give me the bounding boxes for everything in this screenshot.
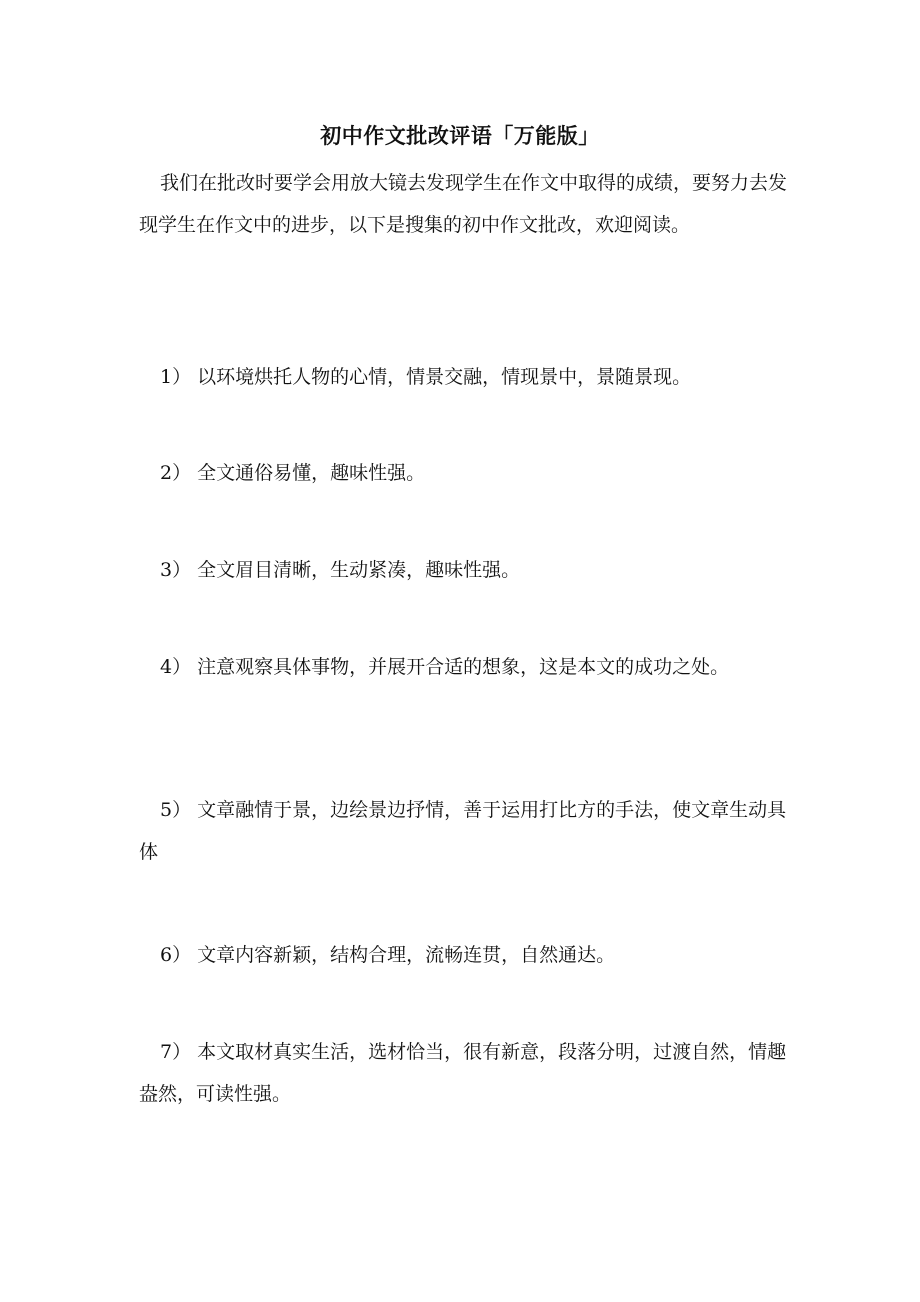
item-text: 全文通俗易懂，趣味性强。 (197, 462, 426, 484)
intro-text: 我们在批改时要学会用放大镜去发现学生在作文中取得的成绩，要努力去发现学生在作文中的进步，以下是搜集的初中作文批改，欢迎阅读。 (139, 172, 788, 236)
document-title: 初中作文批改评语「万能版」 (320, 123, 600, 148)
item-number: 6） (160, 944, 192, 966)
item-text: 以环境烘托人物的心情，情景交融，情现景中，景随景现。 (197, 366, 692, 388)
item-text: 注意观察具体事物，并展开合适的想象，这是本文的成功之处。 (197, 656, 730, 678)
item-number: 4） (160, 656, 192, 678)
comment-item-2 (139, 452, 799, 494)
comment-item-4 (139, 646, 839, 688)
item-text: 本文取材真实生活，选材恰当，很有新意，段落分明，过渡自然，情趣盎然，可读性强。 (139, 1041, 787, 1105)
comment-item-1 (139, 356, 799, 398)
item-text: 文章融情于景，边绘景边抒情，善于运用打比方的手法，使文章生动具体 (139, 799, 787, 863)
item-text: 文章内容新颖，结构合理，流畅连贯，自然通达。 (197, 944, 616, 966)
comment-item-6 (139, 934, 799, 976)
item-text: 全文眉目清晰，生动紧凑，趣味性强。 (197, 559, 521, 581)
comment-item-3 (139, 549, 799, 591)
item-number: 7） (160, 1041, 192, 1063)
item-number: 5） (160, 799, 192, 821)
item-number: 3） (160, 559, 192, 581)
item-number: 1） (160, 366, 192, 388)
item-number: 2） (160, 462, 192, 484)
comment-item-5 (139, 789, 799, 873)
intro-paragraph (139, 162, 799, 246)
comment-item-7 (139, 1031, 799, 1115)
